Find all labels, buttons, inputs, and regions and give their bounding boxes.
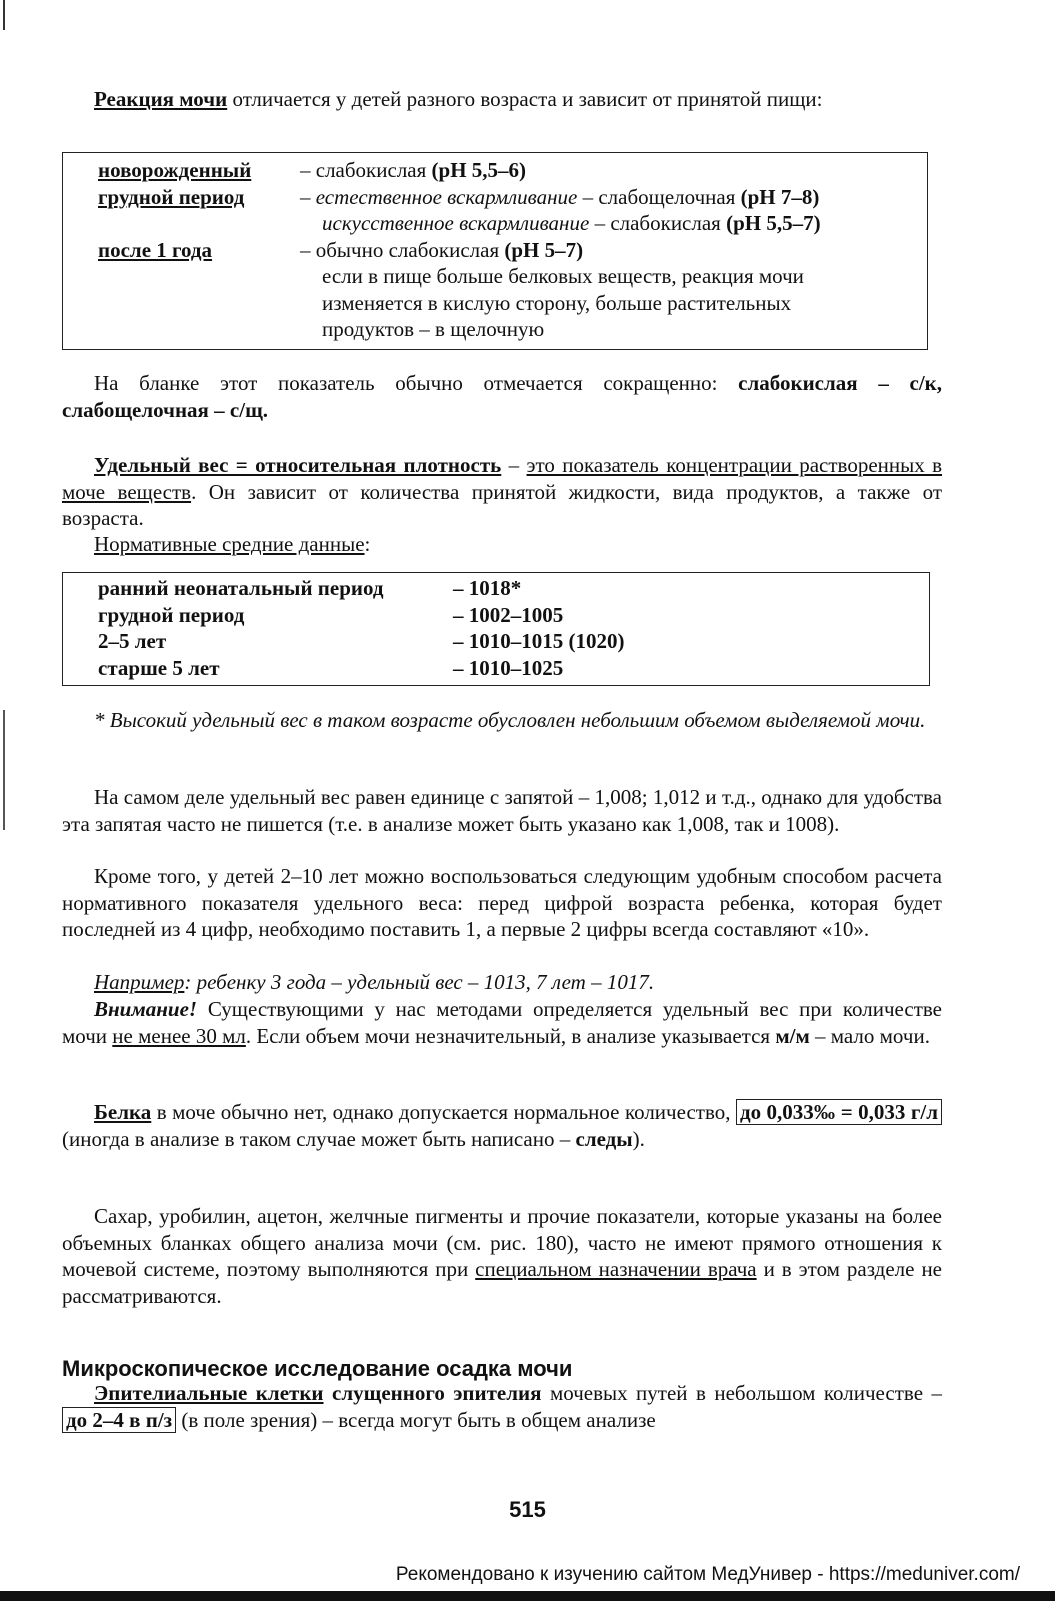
paragraph-text: . Он зависит от количества принятой жидкости, вида продуктов, а также от возраста.: [62, 479, 942, 530]
row-key: [63, 210, 288, 237]
ph-value: (pH 5–7): [504, 237, 584, 262]
term-protein: Белка: [94, 1100, 152, 1124]
protein-norm: до 0,033‰ = 0,033 г/л: [736, 1099, 942, 1125]
table-row: [63, 157, 927, 184]
paragraph-text: и в этом разделе не рассматриваются.: [62, 1257, 942, 1308]
specific-gravity-table: [62, 572, 930, 686]
paragraph-text: (иногда в анализе в таком случае может быть написано –: [62, 1126, 576, 1151]
epithelial-norm: до 2–4 в п/з: [62, 1407, 176, 1433]
row-value: – 1010–1015 (1020): [453, 629, 625, 653]
paragraph-text: : ребенку 3 года – удельный вес – 1013, 7 лет – 1017.: [184, 970, 655, 994]
value-text: – слабокислая: [589, 211, 727, 235]
section-heading: Микроскопическое исследование осадка мочи: [62, 1356, 573, 1381]
row-value: – 1010–1025: [453, 655, 564, 680]
paragraph-text: (в поле зрения) – всегда могут быть в общем анализе: [176, 1407, 656, 1432]
row-value: изменяется в кислую сторону, больше растительных: [322, 290, 792, 315]
row-value: продуктов – в щелочную: [322, 317, 545, 341]
row-key: 2–5 лет: [98, 629, 167, 653]
term-specific-gravity: Удельный вес = относительная плотность: [94, 453, 502, 477]
paragraph-norms-label: [62, 531, 942, 558]
paragraph-text: мочевых путей в небольшом количестве –: [541, 1381, 942, 1405]
table-row: [63, 602, 929, 629]
paragraph-text: отличается у детей разного возраста и зависит от принятой пищи:: [227, 87, 823, 111]
value-text: – слабощелочная: [577, 184, 741, 209]
row-value: [288, 210, 927, 237]
table-row: [63, 655, 929, 682]
row-value: – 1002–1005: [453, 602, 564, 627]
paragraph-comma-note: На самом деле удельный вес равен единице с запятой – 1,008; 1,012 и т.д., однако для удобства эта запятая часто не пишется (т.е. в анализе может быть указано как 1,008, так и 1008).: [62, 785, 942, 836]
value-text: – слабокислая: [300, 158, 432, 182]
table-row: [63, 184, 927, 211]
table-row: [63, 575, 929, 602]
reaction-table: [62, 152, 928, 350]
norms-label: Нормативные средние данные: [94, 532, 365, 556]
row-key: [63, 263, 288, 290]
page-number: 515: [509, 1497, 546, 1522]
paragraph-text: – мало мочи.: [809, 1023, 930, 1048]
ph-value: (pH 7–8): [740, 184, 820, 209]
paragraph-urine-reaction: [62, 86, 942, 113]
row-key: новорожденный: [98, 158, 252, 182]
row-value: – 1018*: [453, 576, 522, 600]
paragraph-specific-gravity: [62, 452, 942, 532]
table-row: [63, 316, 927, 343]
scan-bottom-edge: [0, 1591, 1055, 1601]
value-text: –: [300, 184, 316, 209]
table-row: [63, 628, 929, 655]
paragraph-text: Сахар, уробилин, ацетон, желчные пигменты и прочие показатели, которые указаны на более объемных бланках общего анализа мочи (см. рис. 180), часто не имеют прямого отношения к мочевой системе, поэтому выполняются при: [62, 1204, 942, 1281]
row-key: [63, 316, 288, 343]
table-row: [63, 263, 927, 290]
paragraph-text: На бланке этот показатель обычно отмечается сокращенно:: [94, 371, 739, 395]
paragraph-text: ).: [632, 1126, 645, 1151]
paragraph-text: в моче обычно нет, однако допускается нормальное количество,: [151, 1100, 736, 1124]
example-label: Например: [94, 970, 185, 994]
row-key: старше 5 лет: [98, 655, 220, 680]
paragraph-text: –: [501, 453, 527, 477]
paragraph-other-indicators: [62, 1203, 942, 1309]
ph-value: (pH 5,5–6): [431, 158, 527, 182]
feeding-type: естественное вскармливание: [315, 184, 578, 209]
ph-value: (pH 5,5–7): [726, 211, 821, 235]
row-key: грудной период: [98, 184, 245, 209]
term-desquamated: слущенного эпителия: [323, 1381, 542, 1405]
min-volume: не менее 30 мл: [112, 1023, 246, 1048]
term-urine-reaction: Реакция мочи: [94, 87, 228, 111]
scan-artifact: [3, 0, 5, 30]
footer-recommendation: Рекомендовано к изучению сайтом МедУнивер - https://meduniver.com/: [395, 1564, 1020, 1585]
abbreviation: м/м: [775, 1023, 810, 1048]
row-value: [288, 237, 927, 264]
paragraph-text: :: [364, 532, 371, 556]
row-key: грудной период: [98, 602, 245, 627]
value-text: – обычно слабокислая: [300, 237, 505, 262]
paragraph-epithelial: [62, 1380, 942, 1433]
paragraph-text: Существующими у нас методами определяется удельный вес при количестве мочи: [62, 997, 942, 1048]
scan-artifact: [3, 710, 5, 830]
feeding-type: искусственное вскармливание: [322, 211, 590, 235]
table-row: [63, 237, 927, 264]
doctor-prescription: специальном назначении врача: [475, 1257, 757, 1281]
paragraph-calculation-method: Кроме того, у детей 2–10 лет можно воспользоваться следующим удобным способом расчета нормативного показателя удельного веса: перед цифрой возраста ребенка, которая будет последней из 4 цифр, необходимо поставить 1, а первые 2 цифры всегда составляют «10».: [62, 864, 942, 941]
paragraph-protein: [62, 1099, 942, 1152]
traces-label: следы: [575, 1126, 633, 1151]
abbreviations: слабокислая – с/к, слабощелочная – с/щ.: [62, 371, 943, 422]
footnote: * Высокий удельный вес в таком возрасте обусловлен небольшим объемом выделяемой мочи.: [94, 708, 926, 732]
row-value: [288, 157, 927, 184]
row-key: ранний неонатальный период: [98, 576, 384, 600]
term-epithelial-cells: Эпителиальные клетки: [94, 1381, 324, 1405]
table-row: [63, 210, 927, 237]
row-value: если в пище больше белковых веществ, реакция мочи: [322, 264, 804, 288]
definition: это показатель концентрации растворенных в моче веществ: [62, 453, 943, 504]
attention-label: Внимание!: [94, 997, 198, 1021]
paragraph-attention: [62, 996, 942, 1049]
paragraph-text: . Если объем мочи незначительный, в анализе указывается: [245, 1023, 776, 1048]
row-key: после 1 года: [98, 237, 213, 262]
paragraph-example: [62, 969, 942, 996]
row-value: [288, 184, 927, 211]
row-key: [63, 290, 288, 317]
table-row: [63, 290, 927, 317]
paragraph-abbreviations: [62, 370, 942, 423]
